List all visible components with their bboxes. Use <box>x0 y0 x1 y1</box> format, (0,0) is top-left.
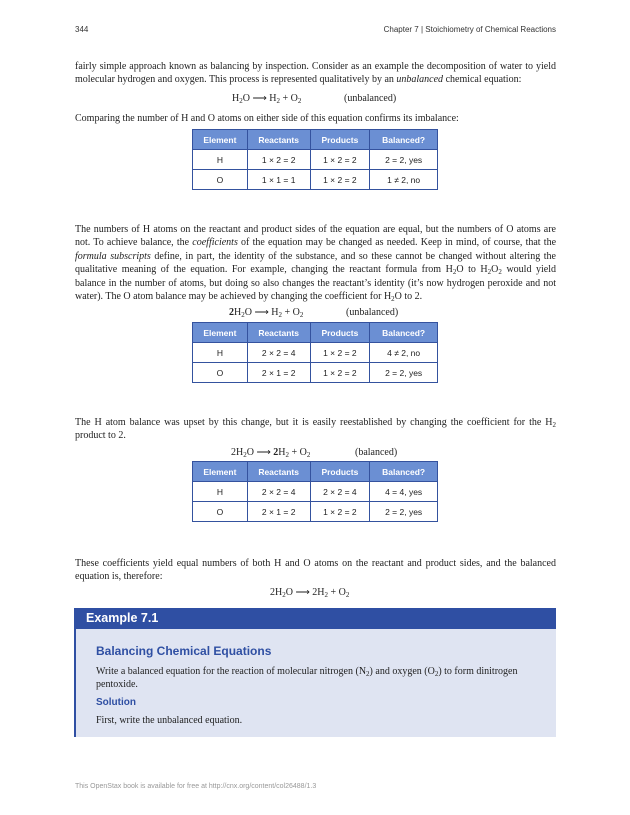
column-header: Reactants <box>247 130 310 150</box>
equation-balanced: $2H_2O$ ⟶ $2H_2 + O_2$ (balanced) <box>231 447 398 459</box>
example-problem: Write a balanced equation for the reaction of molecular nitrogen $(N_2)$ and oxygen $(O_2)$ to form dinitrogen pentoxide. <box>96 666 518 691</box>
column-header: Balanced? <box>370 323 438 343</box>
table-cell: 4 ≠ 2, no <box>370 343 438 363</box>
table-row <box>193 343 438 363</box>
table-cell: 1 × 2 = 2 <box>310 502 370 522</box>
table-cell: 1 × 1 = 1 <box>247 170 310 190</box>
compare-paragraph: Comparing the number of H and O atoms on either side of this equation confirms its imbalance: <box>75 113 459 124</box>
table-cell: H <box>193 343 248 363</box>
page-number: 344 <box>75 25 89 34</box>
equation-final: $2H_2O$ ⟶ $2H_2 + O_2$ <box>270 587 350 599</box>
table-cell: 2 = 2, yes <box>370 502 438 522</box>
equation-note: (unbalanced) <box>346 307 399 318</box>
atom-balance-table-3 <box>192 461 438 522</box>
column-header: Element <box>193 130 248 150</box>
table-cell: 1 × 2 = 2 <box>310 343 370 363</box>
reestablish-paragraph: The H atom balance was upset by this change, but it is easily reestablished by changing the coefficient for the $H_2$ product to 2. <box>75 417 556 442</box>
table-cell: H <box>193 482 248 502</box>
solution-heading: Solution <box>96 697 136 708</box>
equation-note: (unbalanced) <box>344 93 397 104</box>
table-header-row <box>193 462 438 482</box>
column-header: Products <box>310 462 370 482</box>
table-cell: 1 × 2 = 2 <box>310 363 370 383</box>
table-cell: 4 = 4, yes <box>370 482 438 502</box>
table-cell: 1 ≠ 2, no <box>370 170 438 190</box>
table-cell: 2 × 1 = 2 <box>247 502 310 522</box>
table-cell: 2 × 2 = 4 <box>247 343 310 363</box>
table-cell: 2 × 2 = 4 <box>247 482 310 502</box>
column-header: Reactants <box>247 323 310 343</box>
table-cell: O <box>193 502 248 522</box>
atom-balance-table-1 <box>192 129 438 190</box>
table-row <box>193 502 438 522</box>
intro-paragraph: fairly simple approach known as balancing by inspection. Consider as an example the decomposition of water to yield molecular hydrogen and oxygen. This process is represented qualitatively by an unbalanced chemical equation: <box>75 61 556 86</box>
table-cell: O <box>193 363 248 383</box>
table-cell: O <box>193 170 248 190</box>
final-paragraph: These coefficients yield equal numbers of both H and O atoms on the reactant and product sides, and the balanced equation is, therefore: <box>75 558 556 583</box>
coefficients-paragraph: The numbers of H atoms on the reactant and product sides of the equation are equal, but the numbers of O atoms are not. To achieve balance, the coefficients of the equation may be changed as needed. Keep in mind, of course, that the formula subscripts define, in part, the identity of the substance, and so these cannot be changed without altering the qualitative meaning of the equation. For example, changing the reactant formula from $H_2O$ to $H_2O_2$ would yield balance in the number of atoms, but doing so also changes the reactant’s identity (it’s now hydrogen peroxide and not water). The O atom balance may be achieved by changing the coefficient for $H_2O$ to 2. <box>75 224 557 304</box>
table-header-row <box>193 130 438 150</box>
column-header: Reactants <box>247 462 310 482</box>
column-header: Element <box>193 323 248 343</box>
column-header: Products <box>310 130 370 150</box>
column-header: Balanced? <box>370 130 438 150</box>
table-cell: 2 × 1 = 2 <box>247 363 310 383</box>
table-row <box>193 150 438 170</box>
example-box <box>74 629 556 737</box>
chapter-title: Chapter 7 | Stoichiometry of Chemical Reactions <box>383 25 556 34</box>
solution-text: First, write the unbalanced equation. <box>96 715 243 726</box>
table-cell: 2 = 2, yes <box>370 363 438 383</box>
example-header: Example 7.1 <box>74 608 556 629</box>
table-row <box>193 482 438 502</box>
table-cell: 1 × 2 = 2 <box>310 150 370 170</box>
equation-unbalanced-1: $H_2O$ ⟶ $H_2 + O_2$ (unbalanced) <box>232 93 397 105</box>
table-cell: 1 × 2 = 2 <box>310 170 370 190</box>
column-header: Element <box>193 462 248 482</box>
equation-note: (balanced) <box>355 447 398 458</box>
footer-note: This OpenStax book is available for free at http://cnx.org/content/col26488/1.3 <box>75 783 317 790</box>
example-title: Balancing Chemical Equations <box>96 644 272 658</box>
table-cell: 1 × 2 = 2 <box>247 150 310 170</box>
atom-balance-table-2 <box>192 322 438 383</box>
table-row <box>193 170 438 190</box>
table-cell: 2 = 2, yes <box>370 150 438 170</box>
column-header: Balanced? <box>370 462 438 482</box>
table-cell: 2 × 2 = 4 <box>310 482 370 502</box>
table-row <box>193 363 438 383</box>
table-header-row <box>193 323 438 343</box>
equation-unbalanced-2: $2H_2O$ ⟶ $H_2 + O_2$ (unbalanced) <box>229 307 399 319</box>
table-cell: H <box>193 150 248 170</box>
column-header: Products <box>310 323 370 343</box>
